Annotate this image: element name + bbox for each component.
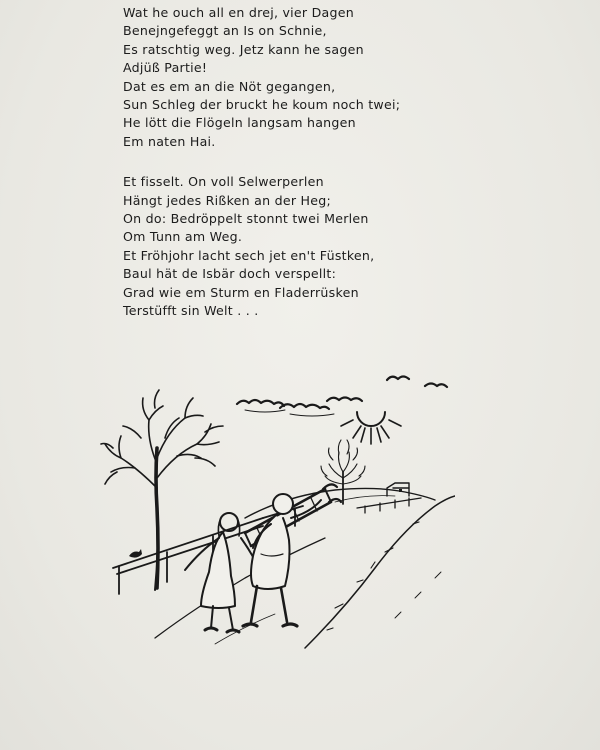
stanza-1 xyxy=(123,4,443,151)
poem-line: Sun Schleg der bruckt he koum noch twei; xyxy=(123,97,401,113)
poem-line: On do: Bedröppelt stonnt twei Merlen xyxy=(123,211,369,227)
poem-line: Benejngefeggt an Is on Schnie, xyxy=(123,23,327,39)
poem-line: He lött die Flögeln langsam hangen xyxy=(123,115,356,131)
stanza-2 xyxy=(123,173,443,320)
poem-line: Es ratschtig weg. Jetz kann he sagen xyxy=(123,41,364,57)
poem-line: Et Fröhjohr lacht sech jet en't Füstken, xyxy=(123,247,375,263)
poem-line: Adjüß Partie! xyxy=(123,60,208,76)
poem-line: Terstüfft sin Welt . . . xyxy=(123,303,259,319)
poem-line: Dat es em an die Nöt gegangen, xyxy=(123,78,336,94)
winter-illustration xyxy=(95,368,455,650)
poem-line: Baul hät de Isbär doch verspellt: xyxy=(123,266,337,282)
clouds xyxy=(237,377,447,417)
sun-icon xyxy=(341,412,401,444)
poem-text xyxy=(123,4,443,343)
poem-line: Wat he ouch all en drej, vier Dagen xyxy=(123,5,355,20)
poem-line: Et fisselt. On voll Selwerperlen xyxy=(123,174,324,190)
poem-line: Om Tunn am Weg. xyxy=(123,229,243,245)
bird-icon xyxy=(129,549,142,558)
poem-line: Em naten Hai. xyxy=(123,133,216,149)
poem-line: Hängt jedes Rißken an der Heg; xyxy=(123,192,331,208)
hillside xyxy=(305,496,455,648)
poem-line: Grad wie em Sturm en Fladerrüsken xyxy=(123,284,359,300)
fence-far xyxy=(357,498,421,513)
